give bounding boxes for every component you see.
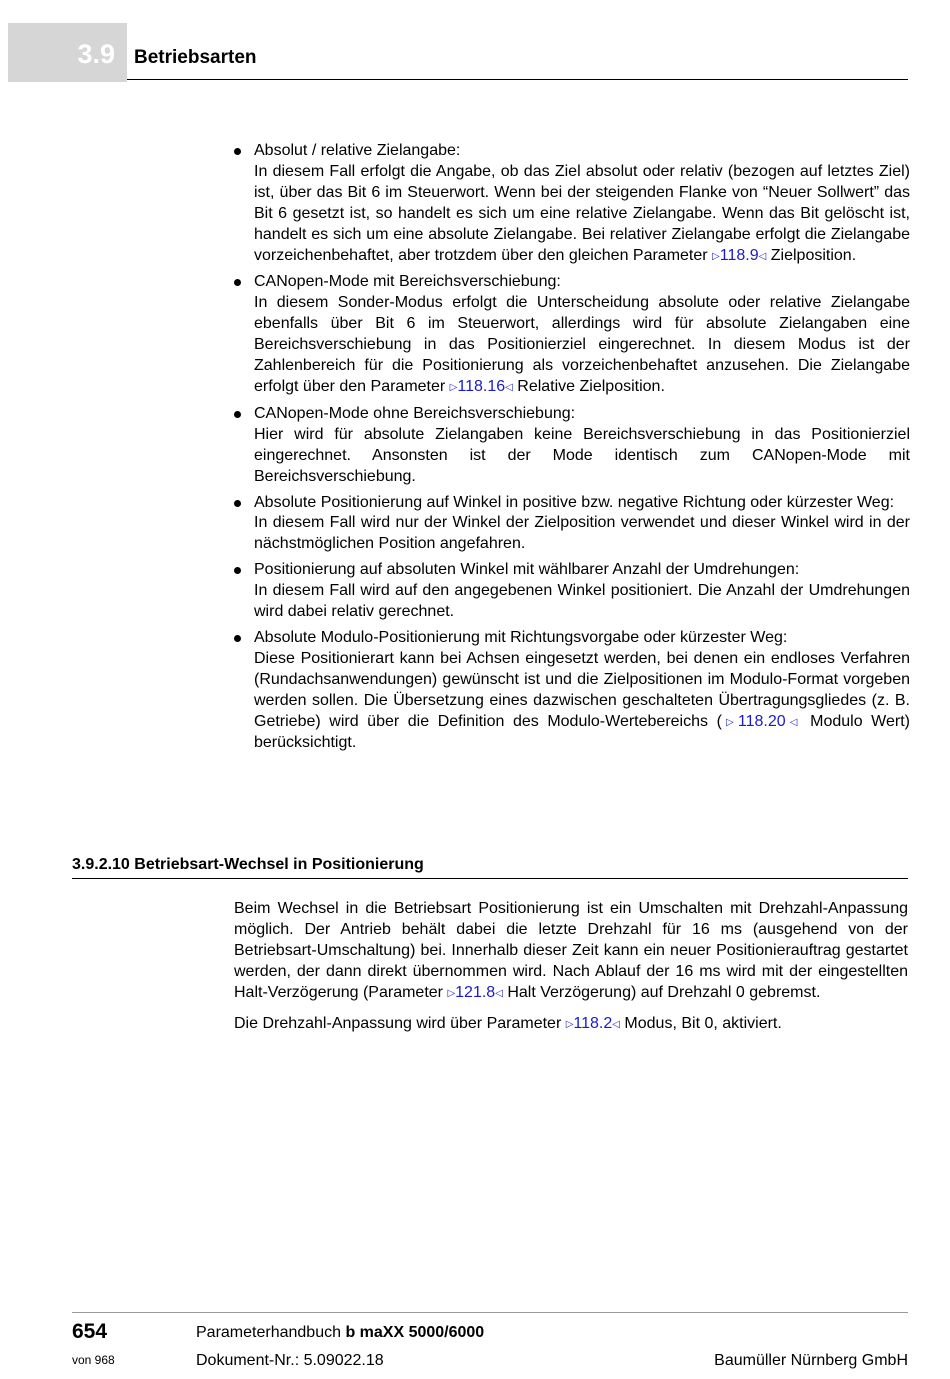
parameter-link-label: 118.9 [719,246,759,264]
list-item-heading: CANopen-Mode ohne Bereichsverschiebung: [254,404,576,422]
header-divider [127,79,908,80]
list-item-body: In diesem Fall wird auf den angegebenen Winkel positioniert. Die Anzahl der Umdrehungen wird dabei relativ gerechnet. [254,582,910,621]
list-item-body [254,293,910,399]
paragraph-text: Beim Wechsel in die Betriebsart Positionierung ist ein Umschalten mit Drehzahl-Anpassung möglich. Der Antrieb behält dabei die letzte Drehzahl für 16 ms (ausgehend von der Betriebsart-Umschaltung) bei. Innerhalb dieser Zeit kann ein neuer Positionierauftrag gestartet werden, der dann direkt übernommen wird. Nach Ablauf der 16 ms wird mit der eingestellten Halt-Verzögerung (Parameter [234,900,908,1001]
company-name: Baumüller Nürnberg GmbH [714,1352,908,1369]
list-item-heading: Absolute Positionierung auf Winkel in positive bzw. negative Richtung oder kürzester Weg: [254,493,895,511]
document-number: Dokument-Nr.: 5.09022.18 [196,1352,384,1369]
list-item-heading: Positionierung auf absoluten Winkel mit wählbarer Anzahl der Umdrehungen: [254,561,800,579]
parameter-link-label: 121.8 [455,983,496,1001]
section-heading: 3.9.2.10 Betriebsart-Wechsel in Positionierung [72,856,424,873]
list-item-body [254,162,910,268]
parameter-link-label: 118.16 [457,377,506,395]
document-title-product: b maXX 5000/6000 [345,1324,485,1341]
section-divider [72,878,908,879]
paragraph-text: Halt Verzögerung) auf Drehzahl 0 gebremst. [502,983,821,1001]
bullet-icon [234,148,241,155]
triangle-right-icon: ▷ [449,381,458,393]
document-title [196,1323,484,1342]
chapter-number-box [8,23,127,82]
section-body [234,899,908,1044]
parameter-link[interactable] [450,378,513,395]
list-item-body: Hier wird für absolute Zielangaben keine Bereichsverschiebung in das Positionierziel eingerechnet. Ansonsten ist der Mode identisch zum CANopen-Mode mit Bereichsverschiebung. [254,425,910,485]
triangle-left-icon: ◁ [785,716,802,728]
triangle-right-icon: ▷ [712,250,720,262]
triangle-left-icon: ◁ [612,1018,620,1030]
page-count: von 968 [72,1353,115,1367]
paragraph [234,899,908,1005]
list-item [232,628,910,754]
list-item-heading: Absolut / relative Zielangabe: [254,142,461,159]
bullet-icon [234,411,241,418]
parameter-link[interactable] [712,247,766,264]
list-item-heading: Absolute Modulo-Positionierung mit Richtungsvorgabe oder kürzester Weg: [254,628,788,646]
list-item-heading: CANopen-Mode mit Bereichsverschiebung: [254,273,561,291]
bullet-icon [234,279,241,286]
list-item [232,404,910,488]
list-item [232,141,910,267]
page-number: 654 [72,1320,108,1343]
bullet-icon [234,567,241,574]
chapter-number: 3.9 [77,39,115,69]
paragraph [234,1014,908,1036]
list-item [232,272,910,398]
list-item-body: In diesem Fall wird nur der Winkel der Zielposition verwendet und dieser Winkel wird in der nächstmöglichen Position angefahren. [254,514,910,553]
triangle-left-icon: ◁ [495,987,503,999]
parameter-link-label: 118.20 [737,712,786,730]
triangle-right-icon: ▷ [447,987,456,999]
document-title-plain: Parameterhandbuch [196,1324,346,1341]
parameter-link[interactable] [447,984,502,1001]
paragraph-text: Die Drehzahl-Anpassung wird über Parameter [234,1014,566,1032]
bullet-icon [234,635,241,642]
paragraph-text: Modus, Bit 0, aktiviert. [619,1014,782,1032]
list-item-text: Relative Zielposition. [512,377,665,395]
triangle-right-icon: ▷ [721,716,738,728]
chapter-title: Betriebsarten [134,47,257,68]
list-item [232,560,910,623]
list-item [232,493,910,556]
list-item-text: Modulo Wert) berücksichtigt. [254,712,910,752]
list-item-body [254,649,910,755]
parameter-link[interactable] [566,1015,620,1032]
triangle-left-icon: ◁ [505,381,513,393]
list-item-text: In diesem Sonder-Modus erfolgt die Unterscheidung absolute oder relative Zielangabe ebenfalls über Bit 6 im Steuerwort, allerdings wird für absolute Zielangaben eine Bereichsverschiebung in das Positionierziel eingerechnet. In diesem Modus ist der Zahlenbereich für die Positionierung als vorzeichenbehaftet anzusehen. Die Zielangabe erfolgt über den Parameter [254,294,910,395]
parameter-link[interactable] [722,713,802,730]
bullet-icon [234,500,241,507]
footer-divider [72,1312,908,1313]
triangle-right-icon: ▷ [565,1018,574,1030]
operating-mode-list [232,141,910,759]
triangle-left-icon: ◁ [758,250,767,262]
list-item-text: Diese Positionierart kann bei Achsen eingesetzt werden, bei denen ein endloses Verfahren (Rundachsanwendungen) gewünscht ist und die Zielpositionen im Modulo-Format vorgeben werden sollen. Die Übersetzung eines dazwischen geschalteten Übertragungsgliedes (z. B. Getriebe) wird über die Definition des Modulo-Wertebereichs ( [254,649,910,730]
list-item-text: In diesem Fall erfolgt die Angabe, ob das Ziel absolut oder relativ (bezogen auf letztes Ziel) ist, über das Bit 6 im Steuerwort. Wenn bei der steigenden Flanke von “Neuer Sollwert” das Bit 6 gesetzt ist, so handelt es sich um eine relative Zielangabe. Wenn das Bit gelöscht ist, handelt es sich um eine absolute Zielangabe. Bei relativer Zielangabe erfolgt die Zielangabe vorzeichenbehaftet, aber trotzdem über den gleichen Parameter [254,162,910,264]
list-item-text: Zielposition. [766,246,857,264]
parameter-link-label: 118.2 [573,1014,613,1032]
